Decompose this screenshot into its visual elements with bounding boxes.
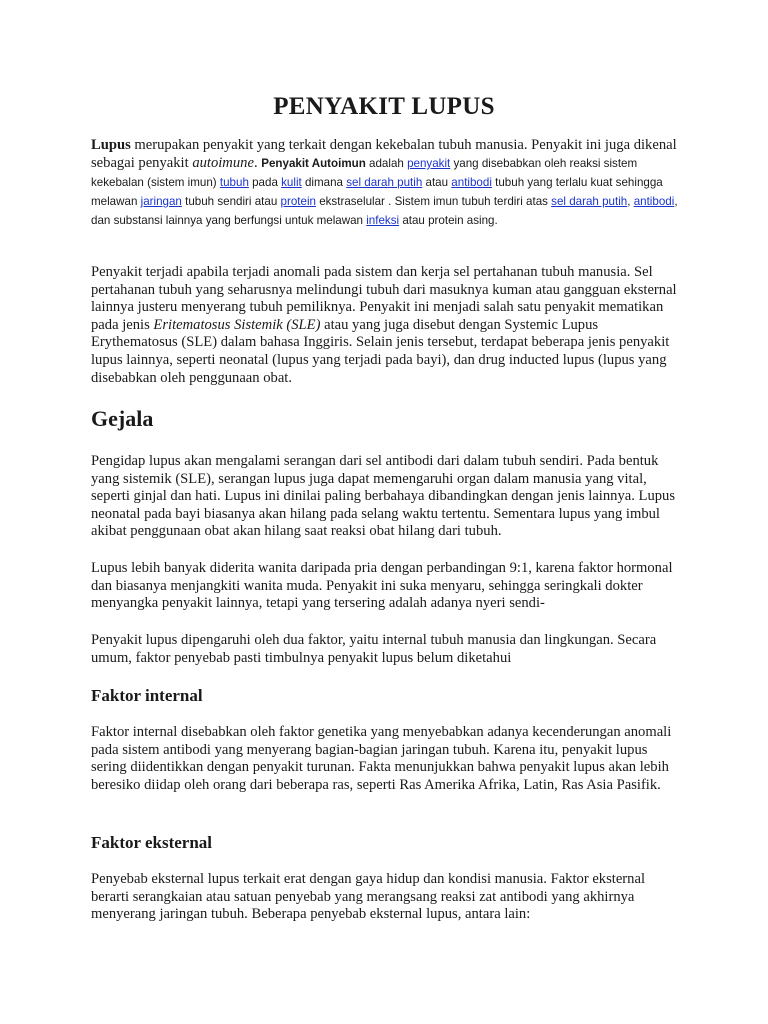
link-antibodi-2[interactable]: antibodi <box>633 195 675 208</box>
lupus-bold-term: Lupus <box>91 137 131 153</box>
heading-faktor-internal: Faktor internal <box>91 686 203 705</box>
intro-text-2: . <box>253 155 262 171</box>
paragraph-gejala-3: Penyakit lupus dipengaruhi oleh dua faktor, yaitu internal tubuh manusia dan lingkungan. Secara umum, faktor penyebab pasti timbulnya penyakit lupus belum diketahui <box>91 632 657 666</box>
intro-text-4: yang disebabkan oleh reaksi sistem kekebalan (sistem imun) <box>91 157 638 189</box>
intro-paragraph-lead <box>91 136 681 230</box>
link-sel-darah-putih-2[interactable]: sel darah putih <box>551 195 628 208</box>
autoimune-italic-term: autoimune <box>192 155 254 171</box>
heading-gejala: Gejala <box>91 406 154 431</box>
link-protein[interactable]: protein <box>280 195 316 208</box>
intro-text-1: merupakan penyakit yang terkait dengan kekebalan tubuh manusia. Penyakit ini juga dikenal sebagai penyakit <box>91 137 677 171</box>
link-kulit[interactable]: kulit <box>281 176 302 189</box>
intro-text-7: atau <box>422 176 452 189</box>
paragraph-gejala-2: Lupus lebih banyak diderita wanita daripada pria dengan perbandingan 9:1, karena faktor hormonal dan biasanya menjangkiti wanita muda. Penyakit ini suka menyaru, sehingga seringkali dokter menyangka penyakit lainnya, tetapi yang tersering adalah adanya nyeri sendi- <box>91 560 673 612</box>
paragraph-faktor-eksternal: Penyebab eksternal lupus terkait erat dengan gaya hidup dan kondisi manusia. Faktor eksternal berarti serangkaian atau satuan penyebab yang merangsang reaksi zat antibodi yang akhirnya menyerang jaringan tubuh. Beberapa penyebab eksternal lupus, antara lain: <box>91 871 645 923</box>
intro-text-9: tubuh sendiri atau <box>181 195 281 208</box>
heading-faktor-eksternal: Faktor eksternal <box>91 833 213 852</box>
document-title: PENYAKIT LUPUS <box>273 93 495 120</box>
intro-text-8: tubuh yang terlalu kuat sehingga melawan <box>91 176 663 208</box>
link-antibodi[interactable]: antibodi <box>451 176 492 189</box>
link-jaringan[interactable]: jaringan <box>140 195 182 208</box>
sle-italic-term: Eritematosus Sistemik (SLE) <box>153 316 321 333</box>
link-tubuh[interactable]: tubuh <box>219 176 249 189</box>
link-penyakit[interactable]: penyakit <box>407 157 451 170</box>
paragraph-anomali <box>91 264 681 387</box>
intro-text-13: atau protein asing. <box>399 214 498 227</box>
paragraph-anomali-text-b: atau yang juga disebut dengan Systemic Lupus Erythematosus (SLE) dalam bahasa Inggiris. Selain jenis tersebut, terdapat beberapa jenis penyakit lupus lainnya, seperti neonatal (lupus yang terjadi pada bayi), dan drug inducted lupus (lupus yang disebabkan oleh penggunaan obat. <box>91 316 670 386</box>
paragraph-anomali-text-a: Penyakit terjadi apabila terjadi anomali pada sistem dan kerja sel pertahanan tubuh manusia. Sel pertahanan tubuh yang seharusnya melindungi tubuh dari masuknya kuman atau gangguan eksternal lainnya justeru menyerang tubuh pemiliknya. Penyakit ini menjadi salah satu penyakit mematikan pada jenis <box>91 264 677 333</box>
paragraph-faktor-internal: Faktor internal disebabkan oleh faktor genetika yang menyebabkan adanya kecenderungan anomali pada sistem antibodi yang menyerang bagian-bagian jaringan tubuh. Karena itu, penyakit lupus sering diidentikkan dengan penyakit turunan. Fakta menunjukkan bahwa penyakit lupus akan lebih beresiko diidap oleh orang dari beberapa ras, seperti Ras Amerika Afrika, Latin, Ras Asia Pasifik. <box>91 724 672 793</box>
link-infeksi[interactable]: infeksi <box>366 214 400 227</box>
paragraph-gejala-1: Pengidap lupus akan mengalami serangan dari sel antibodi dari dalam tubuh sendiri. Pada bentuk yang sistemik (SLE), serangan lupus juga dapat memengaruhi organ dalam manusia yang vital, seperti ginjal dan hati. Lupus ini dinilai paling berbahaya dibandingkan dengan jenis lainnya. Lupus neonatal pada bayi biasanya akan hilang pada selang waktu tertentu. Sementara lupus yang imbul akibat penggunaan obat akan hilang saat reaksi obat hilang dari tubuh. <box>91 453 676 540</box>
intro-text-12: , dan substansi lainnya yang berfungsi untuk melawan <box>91 195 678 227</box>
intro-text-6: dimana <box>301 176 347 189</box>
intro-text-11: , <box>627 195 634 208</box>
intro-text-3: adalah <box>365 157 408 170</box>
link-sel-darah-putih[interactable]: sel darah putih <box>346 176 423 189</box>
intro-text-5: pada <box>248 176 282 189</box>
intro-text-10: ekstraselular . Sistem imun tubuh terdiri atas <box>315 195 552 208</box>
penyakit-autoimun-bold-term: Penyakit Autoimun <box>261 157 366 170</box>
